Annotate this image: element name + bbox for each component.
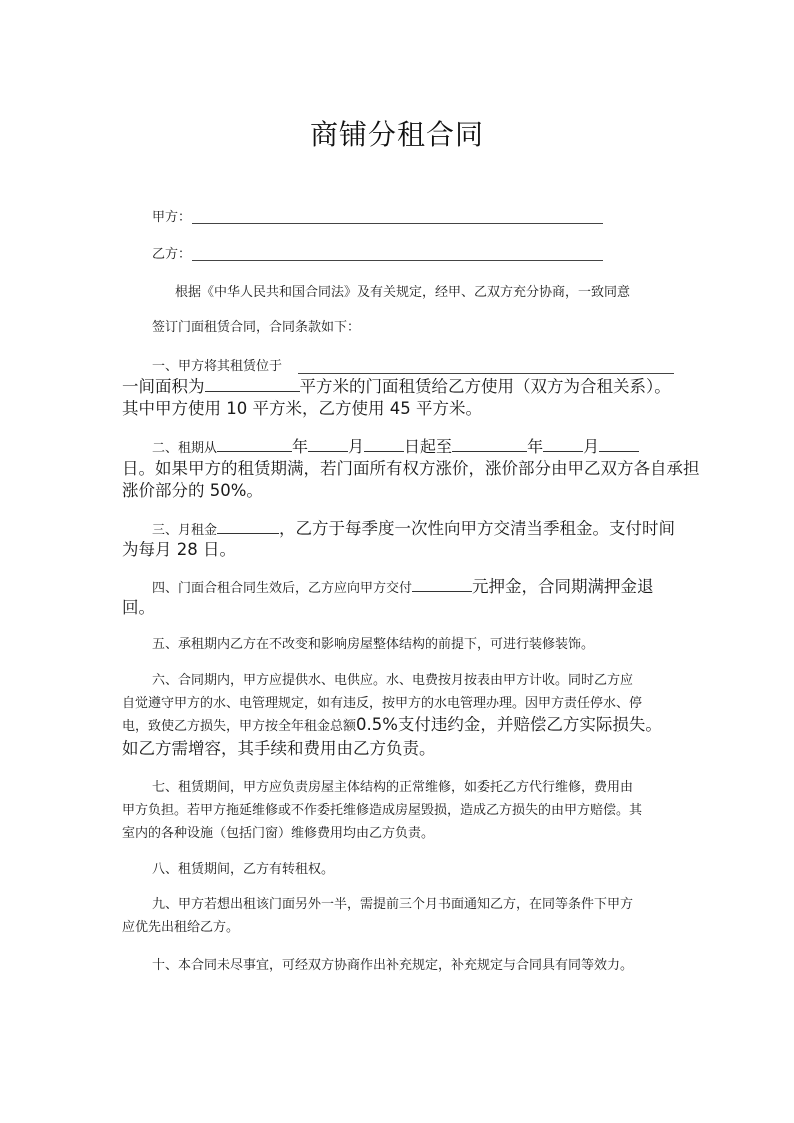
clause-2-line-1 xyxy=(152,438,639,457)
clause-6-line-1: 六、合同期内，甲方应提供水、电供应。水、电费按月按表由甲方计收。同时乙方应 xyxy=(152,673,634,688)
clause-10-line-1: 十、本合同未尽事宜，可经双方协商作出补充规定，补充规定与合同具有同等效力。 xyxy=(152,958,634,973)
clause-5-line-1: 五、承租期内乙方在不改变和影响房屋整体结构的前提下，可进行装修装饰。 xyxy=(152,637,595,652)
clause-6-line-2: 自觉遵守甲方的水、电管理规定，如有违反，按甲方的水电管理办理。因甲方责任停水、停 xyxy=(122,696,643,711)
end-year-blank xyxy=(452,438,527,452)
monthly-rent-blank xyxy=(217,520,279,534)
preamble-line-1: 根据《中华人民共和国合同法》及有关规定，经甲、乙双方充分协商，一致同意 xyxy=(175,285,631,300)
clause-9-line-1: 九、甲方若想出租该门面另外一半，需提前三个月书面通知乙方，在同等条件下甲方 xyxy=(152,897,634,912)
end-day-blank xyxy=(599,438,639,452)
clause-3-text-b: ，乙方于每季度一次性向甲方交清当季租金。支付时间 xyxy=(279,519,676,538)
clause-7-line-2: 甲方负担。若甲方拖延维修或不作委托维修造成房屋毁损，造成乙方损失的由甲方赔偿。其 xyxy=(122,803,643,818)
clause-2-line-3: 涨价部分的 50%。 xyxy=(122,481,263,500)
party-a-blank xyxy=(192,223,603,224)
clause-6-line-3 xyxy=(122,717,662,735)
clause-2-year-label: 年 xyxy=(292,437,309,456)
clause-1-text-a: 一、甲方将其租赁位于 xyxy=(152,359,283,374)
party-b-label: 乙方： xyxy=(152,247,192,262)
end-month-blank xyxy=(543,438,583,452)
clause-1-text-b: 一间面积为 xyxy=(122,377,205,396)
start-day-blank xyxy=(364,438,404,452)
clause-1-text-c: 平方米的门面租赁给乙方使用（双方为合租关系）。 xyxy=(299,377,671,396)
start-month-blank xyxy=(308,438,348,452)
clause-8-line-1: 八、租赁期间，乙方有转租权。 xyxy=(152,862,335,877)
clause-7-line-3: 室内的各种设施（包括门窗）维修费用均由乙方负责。 xyxy=(122,826,435,841)
clause-7-line-1: 七、租赁期间，甲方应负责房屋主体结构的正常维修，如委托乙方代行维修，费用由 xyxy=(152,780,634,795)
clause-1-line-3: 其中甲方使用 10 平方米，乙方使用 45 平方米。 xyxy=(122,399,482,418)
deposit-blank xyxy=(412,578,472,592)
clause-1-line-2 xyxy=(122,377,671,397)
clause-6-text-b: 0.5%支付违约金，并赔偿乙方实际损失。 xyxy=(356,715,662,734)
clause-3-line-2: 为每月 28 日。 xyxy=(122,540,236,559)
clause-1-line-1 xyxy=(152,359,282,375)
clause-2-end-year-label: 年 xyxy=(527,437,544,456)
clause-4-text-a: 四、门面合租合同生效后，乙方应向甲方交付 xyxy=(152,581,413,596)
party-b-blank xyxy=(192,260,603,261)
document-title: 商铺分租合同 xyxy=(309,118,484,151)
clause-4-line-2: 回。 xyxy=(122,598,155,617)
clause-2-line-2: 日。如果甲方的租赁期满，若门面所有权方涨价，涨价部分由甲乙双方各自承担 xyxy=(122,459,700,478)
clause-3-line-1 xyxy=(152,520,675,539)
clause-1-area-blank xyxy=(205,378,300,392)
preamble-line-2: 签订门面租赁合同，合同条款如下： xyxy=(152,320,361,335)
clause-4-line-1 xyxy=(152,578,654,597)
clause-3-text-a: 三、月租金 xyxy=(152,523,218,538)
clause-4-text-b: 元押金，合同期满押金退 xyxy=(472,577,654,596)
clause-9-line-2: 应优先出租给乙方。 xyxy=(122,920,240,935)
clause-2-text-a: 二、租期从 xyxy=(152,441,218,456)
clause-1-location-blank xyxy=(298,373,674,374)
clause-2-until-label: 日起至 xyxy=(404,437,453,456)
clause-6-line-4: 如乙方需增容，其手续和费用由乙方负责。 xyxy=(122,739,436,758)
start-year-blank xyxy=(217,438,292,452)
clause-2-month-label: 月 xyxy=(348,437,365,456)
clause-6-text-a: 电，致使乙方损失，甲方按全年租金总额 xyxy=(122,719,357,734)
party-a-label: 甲方： xyxy=(152,210,192,225)
clause-2-end-month-label: 月 xyxy=(583,437,600,456)
